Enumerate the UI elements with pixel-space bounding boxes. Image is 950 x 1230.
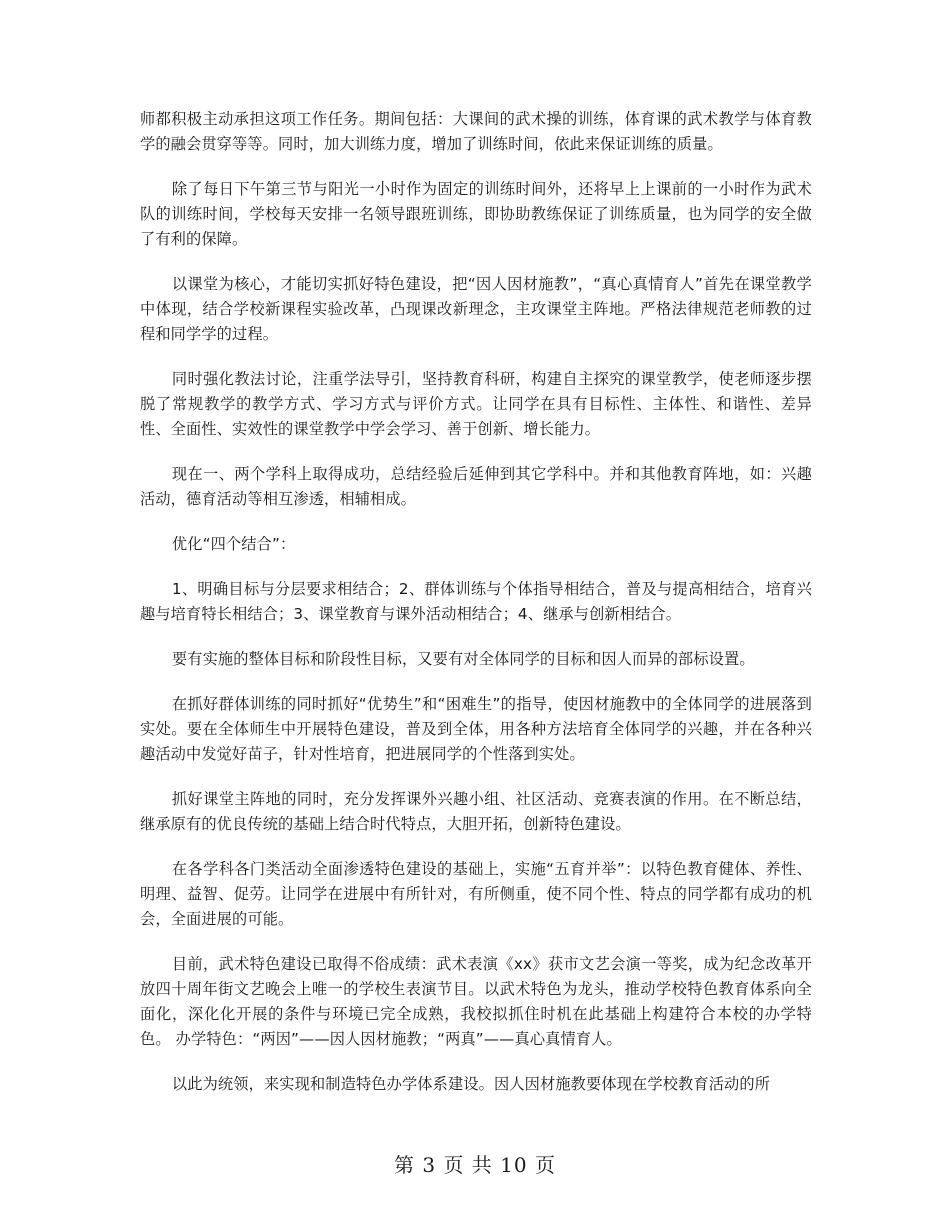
paragraph-7: 1、明确目标与分层要求相结合；2、群体训练与个体指导相结合，普及与提高相结合，培育兴趣与培育特长相结合；3、课堂教育与课外活动相结合；4、继承与创新相结合。 bbox=[140, 580, 812, 623]
paragraph-6: 优化“四个结合”： bbox=[171, 535, 296, 553]
paragraph-4: 同时强化教法讨论，注重学法导引，坚持教育科研，构建自主探究的课堂教学，使老师逐步摆脱了常规教学的教学方式、学习方式与评价方式。让同学在具有目标性、主体性、和谐性、差异性、全面性、实效性的课堂教学中学会学习、善于创新、增长能力。 bbox=[140, 370, 812, 438]
paragraph-13: 以此为统领，来实现和制造特色办学体系建设。因人因材施教要体现在学校教育活动的所 bbox=[171, 1075, 771, 1093]
paragraph-5: 现在一、两个学科上取得成功，总结经验后延伸到其它学科中。并和其他教育阵地，如：兴趣活动，德育活动等相互渗透，相辅相成。 bbox=[140, 465, 812, 508]
paragraph-3: 以课堂为核心，才能切实抓好特色建设，把“因人因材施教”，“真心真情育人”首先在课堂教学中体现，结合学校新课程实验改革，凸现课改新理念，主攻课堂主阵地。严格法律规范老师教的过程和同学学的过程。 bbox=[140, 275, 812, 343]
paragraph-9: 在抓好群体训练的同时抓好“优势生”和“困难生”的指导，使因材施教中的全体同学的进展落到实处。要在全体师生中开展特色建设，普及到全体，用各种方法培育全体同学的兴趣，并在各种兴趣活动中发觉好苗子，针对性培育，把进展同学的个性落到实处。 bbox=[140, 695, 812, 763]
document-body bbox=[140, 107, 812, 1117]
paragraph-11: 在各学科各门类活动全面渗透特色建设的基础上，实施“五育并举”：以特色教育健体、养性、明理、益智、促劳。让同学在进展中有所针对，有所侧重，使不同个性、特点的同学都有成功的机会，全面进展的可能。 bbox=[140, 860, 812, 928]
paragraph-10: 抓好课堂主阵地的同时，充分发挥课外兴趣小组、社区活动、竞赛表演的作用。在不断总结，继承原有的优良传统的基础上结合时代特点，大胆开拓，创新特色建设。 bbox=[140, 790, 812, 833]
paragraph-8: 要有实施的整体目标和阶段性目标，又要有对全体同学的目标和因人而异的部标设置。 bbox=[171, 650, 755, 668]
paragraph-2: 除了每日下午第三节与阳光一小时作为固定的训练时间外，还将早上上课前的一小时作为武术队的训练时间，学校每天安排一名领导跟班训练，即协助教练保证了训练质量，也为同学的安全做了有利的保障。 bbox=[140, 180, 812, 248]
paragraph-12: 目前，武术特色建设已取得不俗成绩：武术表演《xx》获市文艺会演一等奖，成为纪念改革开放四十周年街文艺晚会上唯一的学校生表演节目。以武术特色为龙头，推动学校特色教育体系向全面化，深化化开展的条件与环境已完全成熟，我校拟抓住时机在此基础上构建符合本校的办学特色。 办学特色：“两因”——因人因材施教；“两真”——真心真情育人。 bbox=[140, 955, 812, 1048]
page-footer: 第 3 页 共 10 页 bbox=[394, 1153, 556, 1177]
paragraph-1: 师都积极主动承担这项工作任务。期间包括：大课间的武术操的训练，体育课的武术教学与体育教学的融会贯穿等等。同时，加大训练力度，增加了训练时间，依此来保证训练的质量。 bbox=[140, 110, 812, 153]
